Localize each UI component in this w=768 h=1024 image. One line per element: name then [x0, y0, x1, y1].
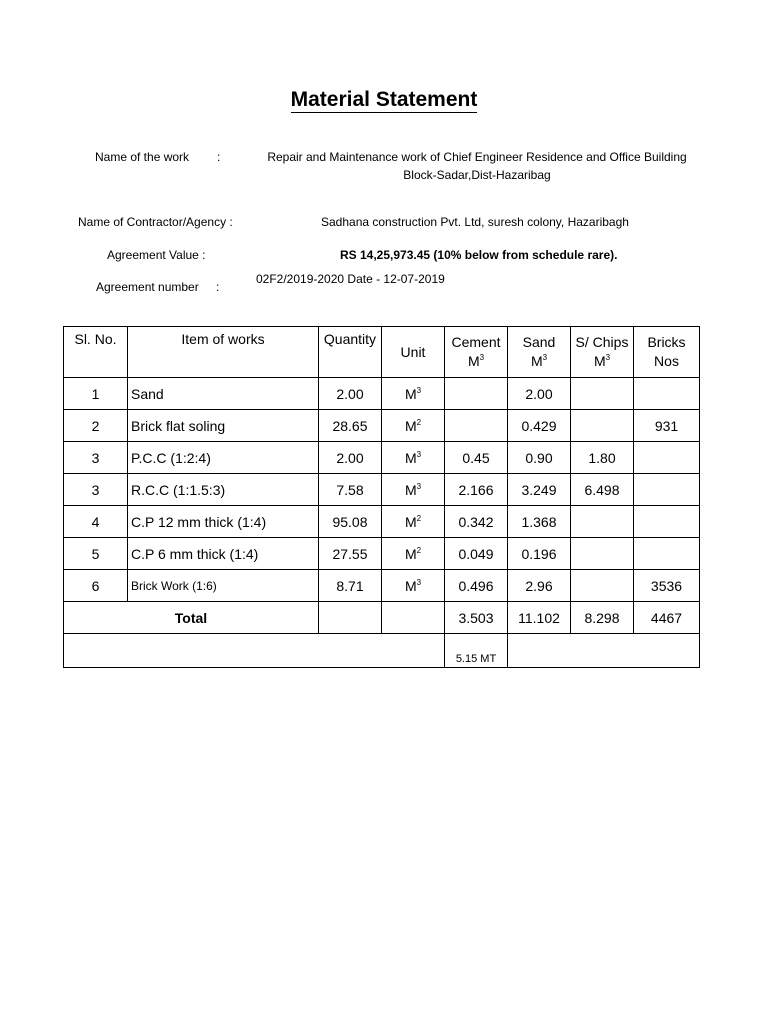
cell-cement: 0.45 — [445, 442, 508, 474]
cement-mt-row — [64, 634, 700, 668]
cell-item: Sand — [128, 378, 319, 410]
header-chips: S/ Chips $M^3$ — [571, 327, 634, 378]
cell-item: C.P 6 mm thick (1:4) — [128, 538, 319, 570]
cell-sl: 6 — [64, 570, 128, 602]
cell-sand: 2.00 — [508, 378, 571, 410]
cell-sl: 1 — [64, 378, 128, 410]
total-row — [64, 602, 700, 634]
total-label: Total — [64, 602, 319, 634]
cell-cement: 0.496 — [445, 570, 508, 602]
header-quantity: Quantity — [319, 327, 382, 378]
page-title — [0, 88, 768, 112]
agreement-number-colon: : — [216, 280, 220, 294]
cell-quantity: 2.00 — [319, 378, 382, 410]
agreement-value-label: Agreement Value : — [107, 248, 206, 262]
cell-chips — [571, 378, 634, 410]
cell-sl: 4 — [64, 506, 128, 538]
total-cement: 3.503 — [445, 602, 508, 634]
cell-cement: 2.166 — [445, 474, 508, 506]
cell-chips — [571, 570, 634, 602]
agreement-number-value: 02F2/2019-2020 Date - 12-07-2019 — [256, 272, 445, 286]
cell-sl: 3 — [64, 442, 128, 474]
table-row — [64, 474, 700, 506]
table-row — [64, 378, 700, 410]
work-name-line2: Block-Sadar,Dist-Hazaribag — [403, 168, 551, 182]
table-row — [64, 506, 700, 538]
header-item-of-works: Item of works — [128, 327, 319, 378]
cell-item: R.C.C (1:1.5:3) — [128, 474, 319, 506]
table-row — [64, 442, 700, 474]
cell-bricks — [634, 378, 700, 410]
cell-cement: 0.342 — [445, 506, 508, 538]
cell-chips: 6.498 — [571, 474, 634, 506]
cell-quantity: 7.58 — [319, 474, 382, 506]
cell-bricks — [634, 538, 700, 570]
cement-mt-row-rest — [508, 634, 700, 668]
cell-sand: 0.196 — [508, 538, 571, 570]
cell-item: Brick Work (1:6) — [128, 570, 319, 602]
total-unit-empty — [382, 602, 445, 634]
agreement-number-label: Agreement number — [96, 280, 199, 294]
cell-quantity: 8.71 — [319, 570, 382, 602]
cement-mt-row-empty — [64, 634, 445, 668]
total-sand: 11.102 — [508, 602, 571, 634]
cell-sand: 0.90 — [508, 442, 571, 474]
total-bricks: 4467 — [634, 602, 700, 634]
header-bricks: Bricks Nos — [634, 327, 700, 378]
table-header-row — [64, 327, 700, 378]
work-name-label: Name of the work — [95, 150, 190, 164]
cell-bricks — [634, 506, 700, 538]
agreement-value: RS 14,25,973.45 (10% below from schedule rare). — [340, 248, 618, 262]
material-table — [63, 326, 700, 668]
header-unit: Unit — [382, 327, 445, 378]
cell-sand: 3.249 — [508, 474, 571, 506]
cell-chips — [571, 506, 634, 538]
cell-sand: 2.96 — [508, 570, 571, 602]
cell-quantity: 27.55 — [319, 538, 382, 570]
cell-unit: $M^2$ — [382, 506, 445, 538]
cell-chips — [571, 410, 634, 442]
cell-sl: 2 — [64, 410, 128, 442]
contractor-value: Sadhana construction Pvt. Ltd, suresh colony, Hazaribagh — [321, 215, 629, 229]
cell-sand: 1.368 — [508, 506, 571, 538]
cell-item: P.C.C (1:2:4) — [128, 442, 319, 474]
header-sand: Sand $M^3$ — [508, 327, 571, 378]
cell-quantity: 28.65 — [319, 410, 382, 442]
cell-unit: $M^3$ — [382, 442, 445, 474]
table-row — [64, 410, 700, 442]
contractor-label: Name of Contractor/Agency : — [78, 215, 233, 229]
header-sl-no: Sl. No. — [64, 327, 128, 378]
cell-quantity: 2.00 — [319, 442, 382, 474]
cell-bricks: 931 — [634, 410, 700, 442]
cell-sl: 5 — [64, 538, 128, 570]
cell-unit: $M^3$ — [382, 570, 445, 602]
total-chips: 8.298 — [571, 602, 634, 634]
cell-cement — [445, 378, 508, 410]
cell-unit: $M^3$ — [382, 474, 445, 506]
cell-bricks — [634, 442, 700, 474]
cell-chips: 1.80 — [571, 442, 634, 474]
cell-quantity: 95.08 — [319, 506, 382, 538]
cell-unit: $M^3$ — [382, 378, 445, 410]
total-quantity-empty — [319, 602, 382, 634]
cell-bricks — [634, 474, 700, 506]
cell-sand: 0.429 — [508, 410, 571, 442]
header-cement: Cement $M^3$ — [445, 327, 508, 378]
cell-item: Brick flat soling — [128, 410, 319, 442]
table-row — [64, 570, 700, 602]
cell-chips — [571, 538, 634, 570]
cell-unit: $M^2$ — [382, 538, 445, 570]
cement-mt-value: 5.15 MT — [445, 634, 508, 668]
page-title-text: Material Statement — [290, 88, 478, 111]
work-name-colon: : — [217, 150, 221, 164]
cell-bricks: 3536 — [634, 570, 700, 602]
work-name-line1: Repair and Maintenance work of Chief Engineer Residence and Office Building — [267, 150, 687, 164]
cell-cement — [445, 410, 508, 442]
cell-cement: 0.049 — [445, 538, 508, 570]
cell-unit: $M^2$ — [382, 410, 445, 442]
cell-item: C.P 12 mm thick (1:4) — [128, 506, 319, 538]
table-row — [64, 538, 700, 570]
cell-sl: 3 — [64, 474, 128, 506]
